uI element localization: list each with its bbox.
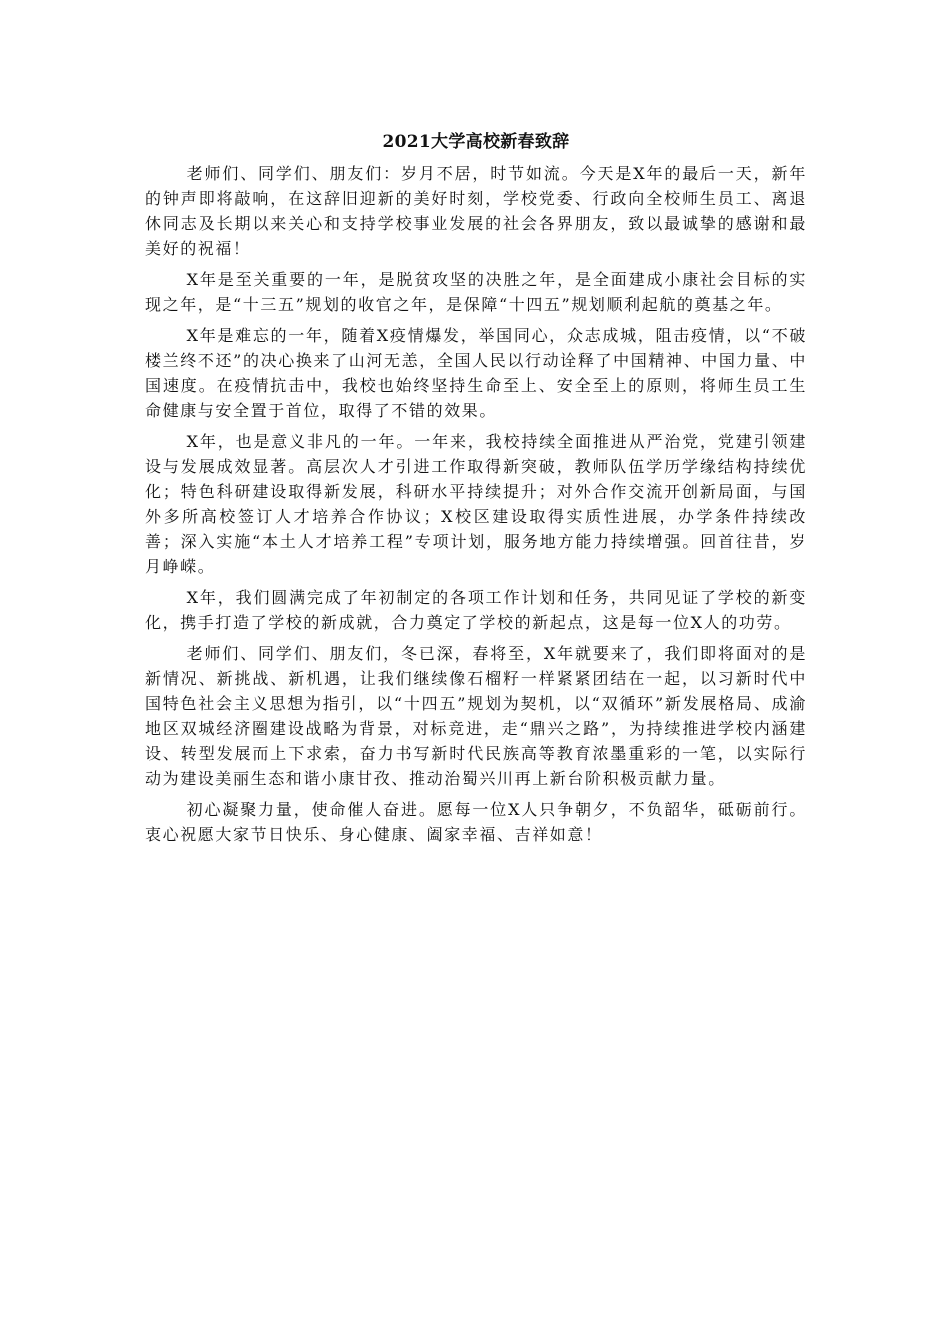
paragraph-greeting: 老师们、同学们、朋友们：岁月不居，时节如流。今天是X年的最后一天，新年的钟声即将敲响，在这辞旧迎新的美好时刻，学校党委、行政向全校师生员工、离退休同志及长期以来关心和支持学校事业发展的社会各界朋友，致以最诚挚的感谢和最美好的祝福！ — [145, 164, 807, 258]
paragraph-important-year: X年是至关重要的一年，是脱贫攻坚的决胜之年，是全面建成小康社会目标的实现之年，是“十三五”规划的收官之年，是保障“十四五”规划顺利起航的奠基之年。 — [145, 270, 807, 314]
paragraph-memorable-year: X年是难忘的一年，随着X疫情爆发，举国同心，众志成城，阻击疫情，以“不破楼兰终不还”的决心换来了山河无恙，全国人民以行动诠释了中国精神、中国力量、中国速度。在疫情抗击中，我校也始终坚持生命至上、安全至上的原则，将师生员工生命健康与安全置于首位，取得了不错的效果。 — [145, 326, 807, 420]
document-title: 2021大学高校新春致辞 — [382, 132, 570, 152]
paragraph-achievements: X年，也是意义非凡的一年。一年来，我校持续全面推进从严治党，党建引领建设与发展成效显著。高层次人才引进工作取得新突破，教师队伍学历学缘结构持续优化；特色科研建设取得新发展，科研水平持续提升；对外合作交流开创新局面，与国外多所高校签订人才培养合作协议；X校区建设取得实质性进展，办学条件持续改善；深入实施“本土人才培养工程”专项计划，服务地方能力持续增强。回首往昔，岁月峥嵘。 — [145, 432, 807, 576]
paragraph-accomplishments: X年，我们圆满完成了年初制定的各项工作计划和任务，共同见证了学校的新变化，携手打造了学校的新成就，合力奠定了学校的新起点，这是每一位X人的功劳。 — [145, 588, 807, 632]
paragraph-outlook: 老师们、同学们、朋友们，冬已深，春将至，X年就要来了，我们即将面对的是新情况、新挑战、新机遇，让我们继续像石榴籽一样紧紧团结在一起，以习新时代中国特色社会主义思想为指引，以“十四五”规划为契机，以“双循环”新发展格局、成渝地区双城经济圈建设战略为背景，对标竞进，走“鼎兴之路”，为持续推进学校内涵建设、转型发展而上下求索，奋力书写新时代民族高等教育浓墨重彩的一笔，以实际行动为建设美丽生态和谐小康甘孜、推动治蜀兴川再上新台阶积极贡献力量。 — [145, 644, 807, 788]
document-body — [145, 127, 807, 853]
paragraph-closing-wishes: 初心凝聚力量，使命催人奋进。愿每一位X人只争朝夕，不负韶华，砥砺前行。衷心祝愿大家节日快乐、身心健康、阖家幸福、吉祥如意！ — [145, 800, 807, 844]
